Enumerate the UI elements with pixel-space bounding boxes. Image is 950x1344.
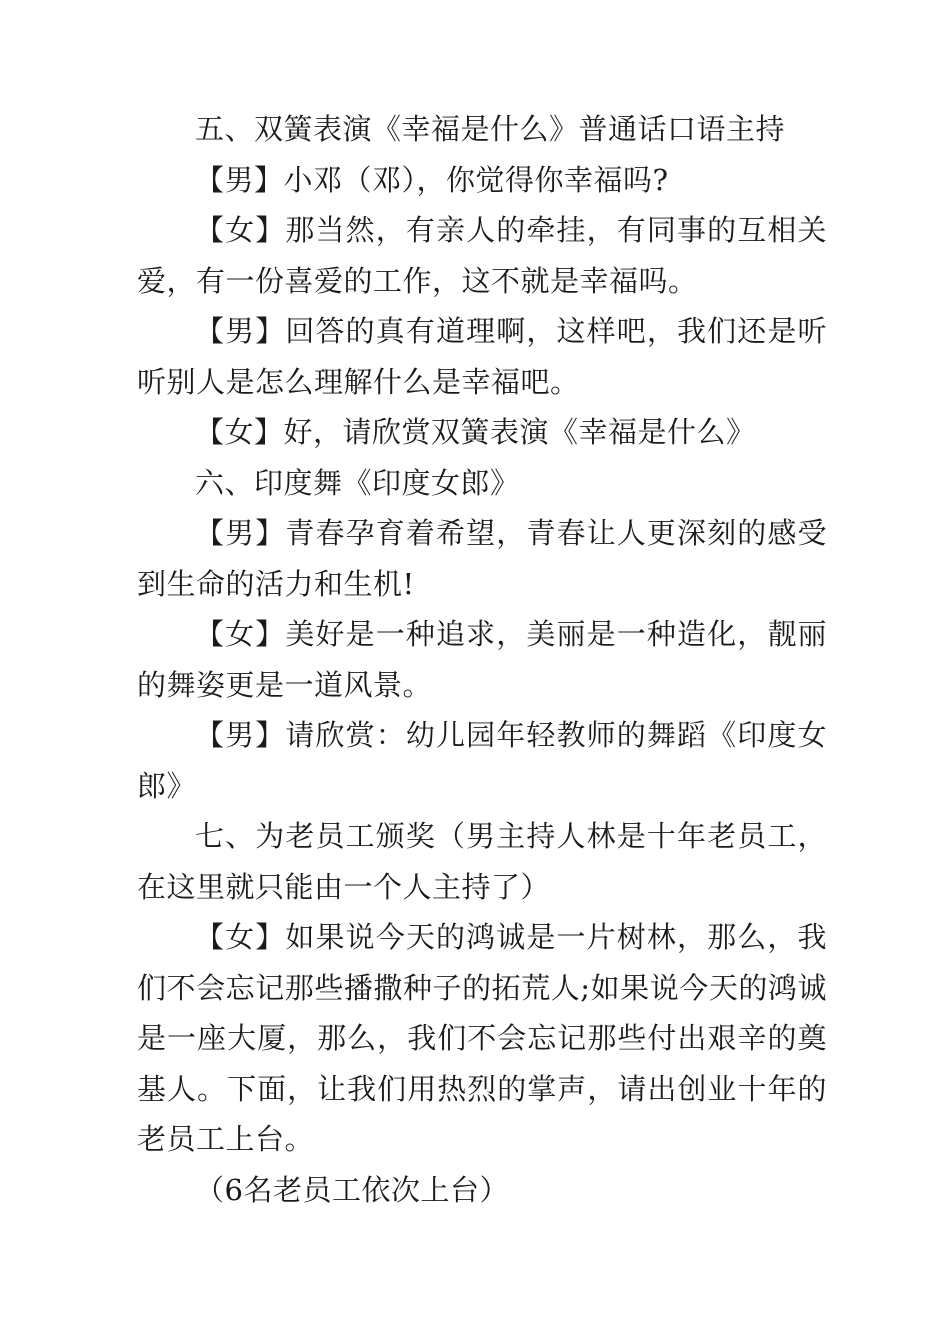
dialogue-male-4: 【男】请欣赏：幼儿园年轻教师的舞蹈《印度女郎》 <box>137 718 827 803</box>
dialogue-male-2: 【男】回答的真有道理啊，这样吧，我们还是听听别人是怎么理解什么是幸福吧。 <box>137 314 827 399</box>
dialogue-female-2: 【女】好，请欣赏双簧表演《幸福是什么》 <box>195 415 756 449</box>
dialogue-female-1: 【女】那当然，有亲人的牵挂，有同事的互相关爱，有一份喜爱的工作，这不就是幸福吗。 <box>137 213 827 298</box>
dialogue-female-4: 【女】如果说今天的鸿诚是一片树林，那么，我们不会忘记那些播撒种子的拓荒人;如果说今天的鸿诚是一座大厦，那么，我们不会忘记那些付出艰辛的奠基人。下面，让我们用热烈的掌声，请出创业十年的老员工上台。 <box>137 920 827 1156</box>
heading-section-7: 七、为老员工颁奖（男主持人林是十年老员工，在这里就只能由一个人主持了） <box>137 819 827 904</box>
heading-section-5: 五、双簧表演《幸福是什么》普通话口语主持 <box>195 112 786 146</box>
dialogue-female-3: 【女】美好是一种追求，美丽是一种造化，靓丽的舞姿更是一道风景。 <box>137 617 827 702</box>
dialogue-male-1: 【男】小邓（邓），你觉得你幸福吗? <box>195 162 669 197</box>
heading-section-6: 六、印度舞《印度女郎》 <box>195 465 520 500</box>
document-body <box>137 104 827 1215</box>
dialogue-male-3: 【男】青春孕育着希望，青春让人更深刻的感受到生命的活力和生机! <box>137 516 827 601</box>
stage-direction: （6名老员工依次上台） <box>195 1172 509 1207</box>
